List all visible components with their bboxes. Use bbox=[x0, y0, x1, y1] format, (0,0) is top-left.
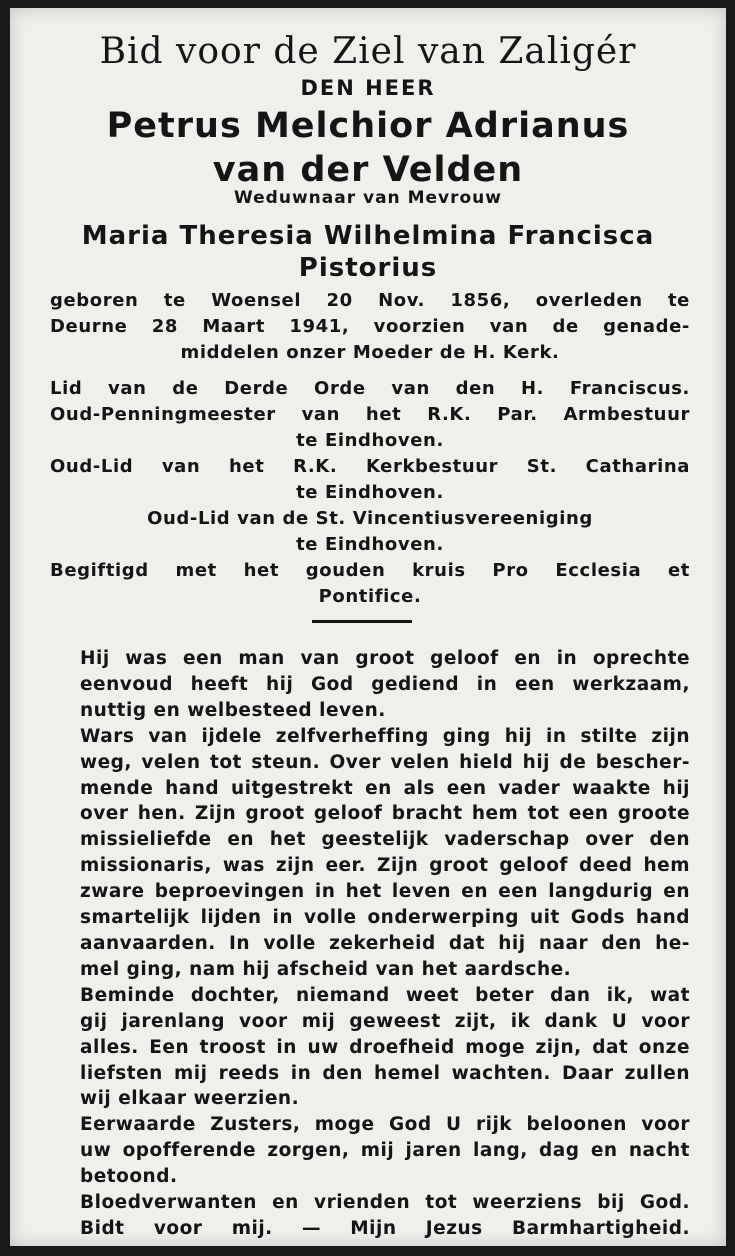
text-line: mel ging, nam hij afscheid van het aardsche. bbox=[80, 958, 572, 980]
text-line: Deurne 28 Maart 1941, voorzien van de genade- bbox=[50, 316, 690, 337]
membership-line: te Eindhoven. bbox=[296, 482, 444, 503]
text-line: Bloedverwanten en vrienden tot weerziens bij God. bbox=[80, 1192, 690, 1214]
text-line: uw opofferende zorgen, mij jaren lang, dag en nacht bbox=[80, 1140, 690, 1162]
membership-line: Pontifice. bbox=[318, 586, 422, 607]
birth-death-paragraph bbox=[50, 288, 690, 366]
text-line: Wars van ijdele zelfverheffing ging hij in stilte zijn bbox=[80, 725, 690, 747]
text-line: alles. Een troost in uw droefheid moge zijn, dat onze bbox=[80, 1036, 690, 1058]
text-line: aanvaarden. In volle zekerheid dat hij naar den he- bbox=[80, 932, 690, 954]
membership-line: Oud-Penningmeester van het R.K. Par. Armbestuur bbox=[50, 404, 690, 425]
membership-line: te Eindhoven. bbox=[296, 534, 444, 555]
memberships-list bbox=[50, 376, 690, 610]
text-line: missionaris, was zijn eer. Zijn groot geloof deed hem bbox=[80, 855, 690, 877]
memorial-card bbox=[10, 8, 726, 1246]
text-line: wij elkaar weerzien. bbox=[80, 1088, 300, 1110]
text-line: betoond. bbox=[80, 1166, 178, 1188]
text-line: geboren te Woensel 20 Nov. 1856, overleden te bbox=[50, 290, 690, 311]
text-line: Bidt voor mij. — Mijn Jezus Barmhartigheid. bbox=[80, 1217, 690, 1239]
membership-line: Oud-Lid van de St. Vincentiusvereeniging bbox=[147, 508, 593, 529]
text-line: weg, velen tot steun. Over velen hield hij de bescher- bbox=[80, 751, 690, 773]
spouse-name-line2: Pistorius bbox=[298, 253, 438, 283]
text-line: Eerwaarde Zusters, moge God U rijk beloonen voor bbox=[80, 1114, 690, 1136]
membership-line: Begiftigd met het gouden kruis Pro Ecclesia et bbox=[50, 560, 690, 581]
text-line: middelen onzer Moeder de H. Kerk. bbox=[180, 342, 560, 363]
widower-of: Weduwnaar van Mevrouw bbox=[234, 188, 502, 208]
eulogy-text bbox=[80, 646, 690, 1242]
prayer-heading: Bid voor de Ziel van Zaligér bbox=[99, 31, 637, 72]
text-line: liefsten mij reeds in den hemel wachten. Daar zullen bbox=[80, 1062, 690, 1084]
text-line: Hij was een man van groot geloof en in oprechte bbox=[80, 648, 690, 669]
text-line: smartelijk lijden in volle onderwerping uit Gods hand bbox=[80, 907, 690, 929]
membership-line: Oud-Lid van het R.K. Kerkbestuur St. Catharina bbox=[50, 456, 690, 477]
divider-rule bbox=[312, 620, 412, 623]
text-line: zware beproevingen in het leven en een langdurig en bbox=[80, 881, 690, 903]
text-line: gij jarenlang voor mij geweest zijt, ik dank U voor bbox=[80, 1010, 690, 1032]
deceased-name-line2: van der Velden bbox=[212, 150, 524, 190]
title-den-heer: DEN HEER bbox=[300, 76, 436, 100]
text-line: over hen. Zijn groot geloof bracht hem tot een groote bbox=[80, 803, 690, 825]
membership-line: te Eindhoven. bbox=[296, 430, 444, 451]
text-line: Beminde dochter, niemand weet beter dan ik, wat bbox=[80, 984, 690, 1006]
text-line: nuttig en welbesteed leven. bbox=[80, 699, 386, 721]
deceased-name-line1: Petrus Melchior Adrianus bbox=[106, 106, 630, 146]
text-line: mende hand uitgestrekt en als een vader waakte hij bbox=[80, 777, 690, 799]
text-line: eenvoud heeft hij God gediend in een werkzaam, bbox=[80, 673, 690, 695]
membership-line: Lid van de Derde Orde van den H. Franciscus. bbox=[50, 378, 690, 399]
text-line: missieliefde en het geestelijk vaderschap over den bbox=[80, 829, 690, 851]
spouse-name-line1: Maria Theresia Wilhelmina Francisca bbox=[81, 221, 655, 251]
